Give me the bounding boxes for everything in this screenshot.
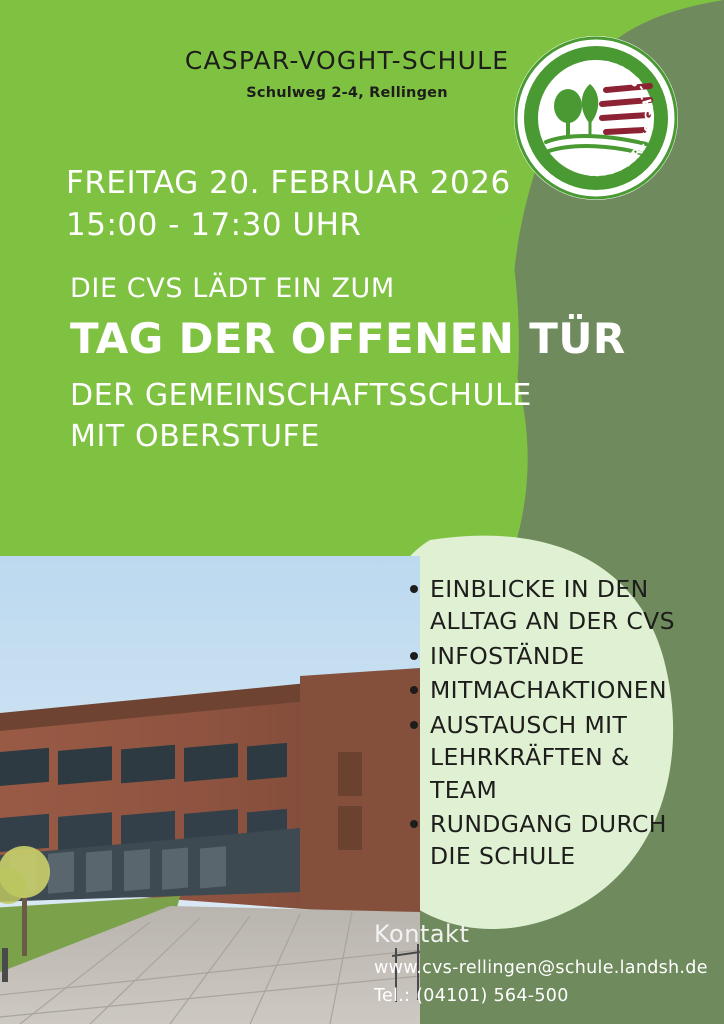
- main-text-block: [66, 163, 666, 457]
- subline-2: MIT OBERSTUFE: [70, 419, 320, 455]
- subline-1: DER GEMEINSCHAFTSSCHULE: [70, 377, 532, 413]
- contact-block: [374, 920, 714, 1006]
- event-date: FREITAG 20. FEBRUAR 2026: [66, 165, 511, 201]
- contact-email[interactable]: www.cvs-rellingen@schule.landsh.de: [374, 958, 708, 978]
- contact-title: Kontakt: [374, 920, 470, 948]
- event-headline: TAG DER OFFENEN TÜR: [70, 313, 626, 363]
- list-item: INFOSTÄNDE: [430, 640, 700, 672]
- school-building-photo: [0, 556, 420, 1024]
- event-time: 15:00 - 17:30 UHR: [66, 206, 362, 243]
- logo-ring-text: CASPAR-VOGHT-SCHULE: [579, 56, 658, 180]
- list-item: AUSTAUSCH MIT LEHRKRÄFTEN & TEAM: [430, 709, 700, 806]
- school-name: CASPAR-VOGHT-SCHULE: [184, 46, 510, 75]
- list-item: RUNDGANG DURCH DIE SCHULE: [430, 808, 700, 873]
- list-item: MITMACHAKTIONEN: [430, 674, 700, 706]
- list-item: EINBLICKE IN DEN ALLTAG AN DER CVS: [430, 573, 700, 638]
- school-address: Schulweg 2-4, Rellingen: [246, 85, 448, 101]
- invitation-line: DIE CVS LÄDT EIN ZUM: [70, 272, 395, 304]
- contact-phone[interactable]: Tel.: (04101) 564-500: [374, 986, 569, 1006]
- program-list: [400, 573, 700, 875]
